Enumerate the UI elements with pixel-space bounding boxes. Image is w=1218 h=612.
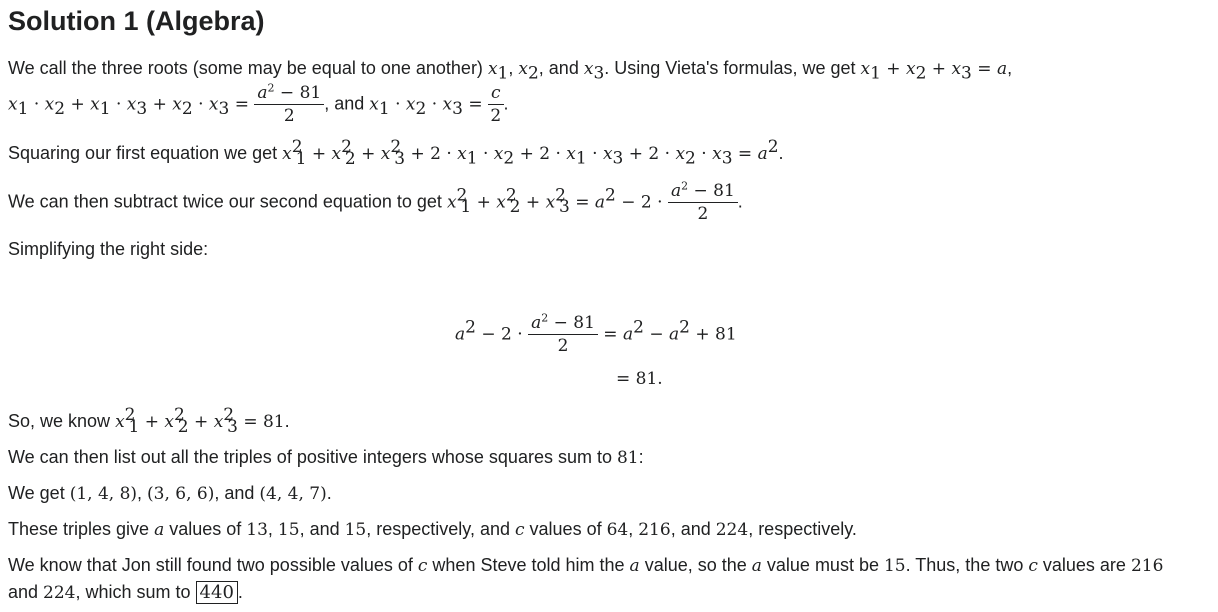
- paragraph-answer: and 224, which sum to 440 .: [8, 582, 243, 603]
- paragraph-subtract: We can then subtract twice our second equation to get $x^2_1 + x^2_2 + x^2_3 = a^2 - 2$ · $\frac{a^2 - 81}{2}$ .: [8, 179, 743, 224]
- paragraph-roots: We call the three roots (some may be equal to one another) $x_1$, $x_2$, and $x_3$. Using Vieta's formulas, we get $x_1 + x_2 + x_3 = a$,: [8, 58, 1013, 84]
- paragraph-list-triples: We can then list out all the triples of positive integers whose squares sum to 81:: [8, 447, 644, 468]
- display-equation-line2: = 81.: [616, 369, 663, 389]
- paragraph-conclusion: We know that Jon still found two possible values of c when Steve told him the a value, so the a value must be 15. Thus, the two c values are 216: [8, 555, 1164, 576]
- paragraph-squaring: Squaring our first equation we get $x^2_1 + x^2_2 + x^2_3 + 2 \cdot x_1 \cdot x_2 + 2 \cdot x_1 \cdot x_3 + 2 \cdot x_2 \cdot x_3 = a^2$.: [8, 137, 784, 169]
- paragraph-vieta: $x_1 \cdot x_2 + x_1 \cdot x_3 + x_2 \cdot x_3$ = $\frac{a^2 - 81}{2}$ , and $x_1 \cdot x_2 \cdot x_3$ = $\frac{c}{2}$ .: [8, 81, 509, 126]
- section-heading: Solution 1 (Algebra): [8, 6, 265, 36]
- answer-box: 440: [196, 581, 238, 604]
- paragraph-triples: We get (1, 4, 8), (3, 6, 6), and (4, 4, 7).: [8, 483, 332, 504]
- paragraph-simplify: Simplifying the right side:: [8, 239, 209, 259]
- paragraph-sum-squares: So, we know $x^2_1 + x^2_2 + x^2_3 = 81$.: [8, 405, 290, 437]
- paragraph-values: These triples give a values of 13, 15, and 15, respectively, and c values of 64, 216, and 224, respectively.: [8, 519, 857, 540]
- display-equation-line1: $a^2 - 2$ · $\frac{a^2 - 81}{2}$ = $a^2 - a^2 + 81$: [455, 311, 737, 356]
